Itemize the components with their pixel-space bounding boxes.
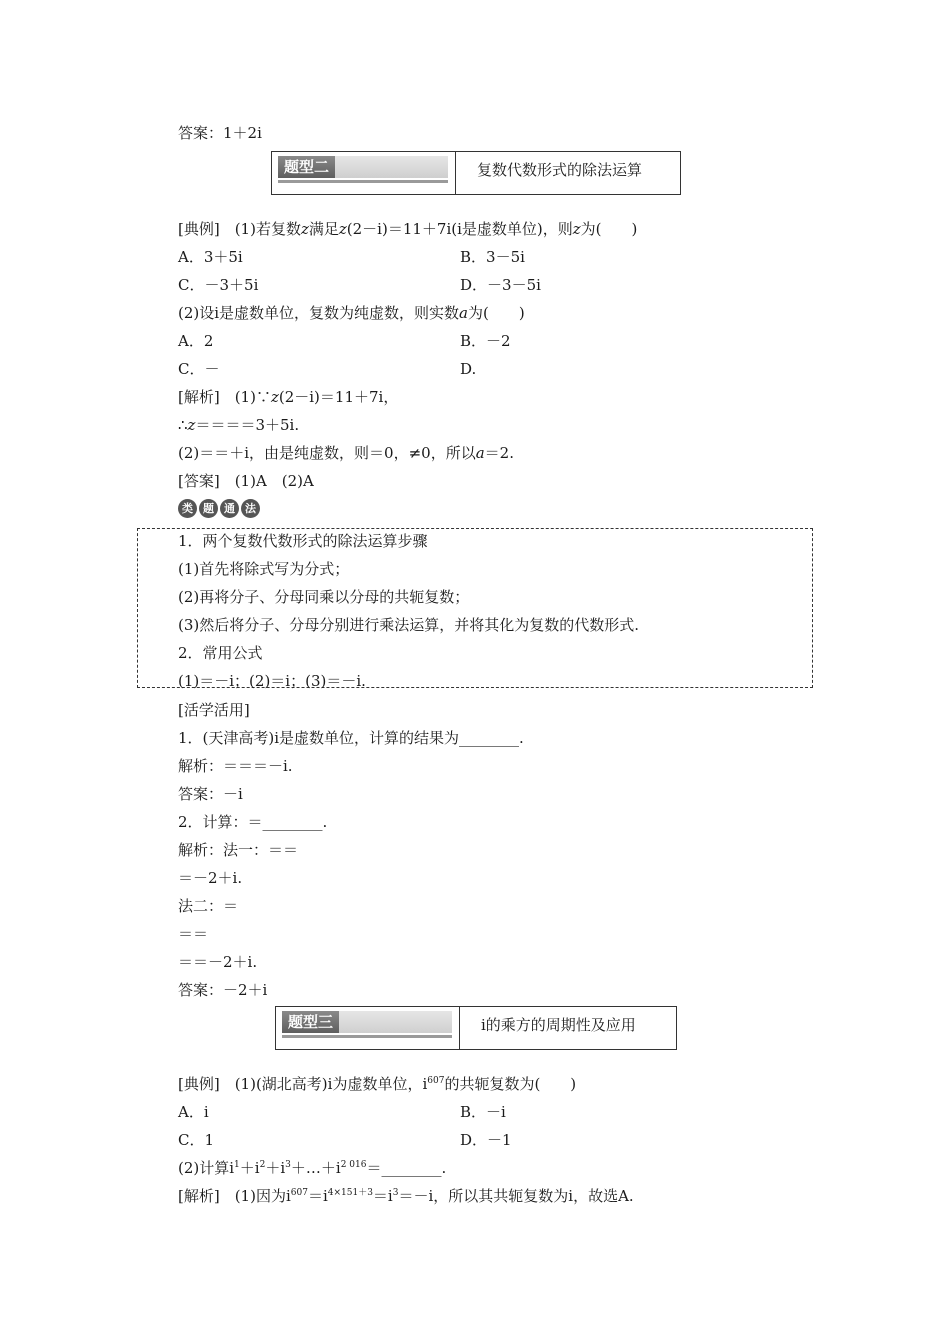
solution-line-1: [解析] (1)∵z(2－i)＝11＋7i， xyxy=(178,388,399,406)
example1-question2: (2)设i是虚数单位，复数为纯虚数，则实数a为( ) xyxy=(178,304,525,322)
badge-char: 法 xyxy=(241,499,260,518)
option-b: B．－2 xyxy=(460,332,511,350)
solution-line-2: ∴z＝＝＝＝3＋5i. xyxy=(178,416,300,434)
solution-line-3: (2)＝＝＋i，由是纯虚数，则＝0，≠0，所以a＝2. xyxy=(178,444,514,462)
method-summary-box xyxy=(137,528,813,688)
section-header-powers xyxy=(275,1006,677,1050)
answer-line: [答案] (1)A (2)A xyxy=(178,472,314,490)
method-line: (1)＝－i；(2)＝i；(3)＝－i. xyxy=(178,672,366,690)
section-tag: 题型二 xyxy=(278,156,335,178)
option-d: D．－3－5i xyxy=(460,276,541,294)
practice-line: ＝＝ xyxy=(178,925,209,943)
method-badge xyxy=(178,499,260,518)
practice-line: ＝＝－2＋i. xyxy=(178,953,258,971)
method-line: 1．两个复数代数形式的除法运算步骤 xyxy=(178,532,428,550)
practice-line: 解析：法一：＝＝ xyxy=(178,841,299,859)
section-title: 复数代数形式的除法运算 xyxy=(477,161,643,179)
practice-line: 解析：＝＝＝－i. xyxy=(178,757,293,775)
option-b: B．－i xyxy=(460,1103,506,1121)
practice-line: 1．(天津高考)i是虚数单位，计算的结果为________. xyxy=(178,729,524,747)
practice-line: ＝－2＋i. xyxy=(178,869,243,887)
solution-line: [解析] (1)因为$i^{607}=i^{4\times 151+3}=i^3=-i$，所以其共轭复数为i，故选A. xyxy=(178,1187,634,1205)
practice-line: 答案：－i xyxy=(178,785,243,803)
option-b: B．3－5i xyxy=(460,248,525,266)
option-c: C．－ xyxy=(178,360,220,378)
option-c: C．1 xyxy=(178,1131,215,1149)
badge-char: 题 xyxy=(199,499,218,518)
section-divider xyxy=(459,1007,460,1049)
method-line: (1)首先将除式写为分式； xyxy=(178,560,350,578)
practice-line: 答案：－2＋i xyxy=(178,981,268,999)
section-tag-underline xyxy=(282,1035,452,1038)
section-tag-band xyxy=(332,156,448,178)
option-a: A．i xyxy=(178,1103,209,1121)
section-tag: 题型三 xyxy=(282,1011,339,1033)
practice-heading: [活学活用] xyxy=(178,701,250,719)
option-a: A．3＋5i xyxy=(178,248,243,266)
section-title: i的乘方的周期性及应用 xyxy=(481,1016,636,1034)
option-d: D. xyxy=(460,360,477,378)
example2-question2: (2)计算$i^1+i^2+i^3+\dots+i^{2 016}=\_\_\_\_\_\_\_\_$. xyxy=(178,1159,447,1177)
section-tag-underline xyxy=(278,180,448,183)
example1-question1: [典例] (1)若复数z满足z(2－i)＝11＋7i(i是虚数单位)，则z为( ) xyxy=(178,220,638,238)
option-c: C．－3＋5i xyxy=(178,276,259,294)
option-d: D．－1 xyxy=(460,1131,512,1149)
practice-line: 法二：＝ xyxy=(178,897,239,915)
section-tag-band xyxy=(336,1011,452,1033)
section-divider xyxy=(455,152,456,194)
method-line: (3)然后将分子、分母分别进行乘法运算，并将其化为复数的代数形式. xyxy=(178,616,640,634)
badge-char: 类 xyxy=(178,499,197,518)
section-header-division xyxy=(271,151,681,195)
badge-char: 通 xyxy=(220,499,239,518)
method-line: (2)再将分子、分母同乘以分母的共轭复数； xyxy=(178,588,470,606)
option-a: A．2 xyxy=(178,332,214,350)
answer-line: 答案：1＋2i xyxy=(178,124,262,142)
practice-line: 2．计算：＝________. xyxy=(178,813,328,831)
example2-question1: [典例] (1)(湖北高考)i为虚数单位，$i^{607}$的共轭复数为( ) xyxy=(178,1075,577,1093)
method-line: 2．常用公式 xyxy=(178,644,263,662)
